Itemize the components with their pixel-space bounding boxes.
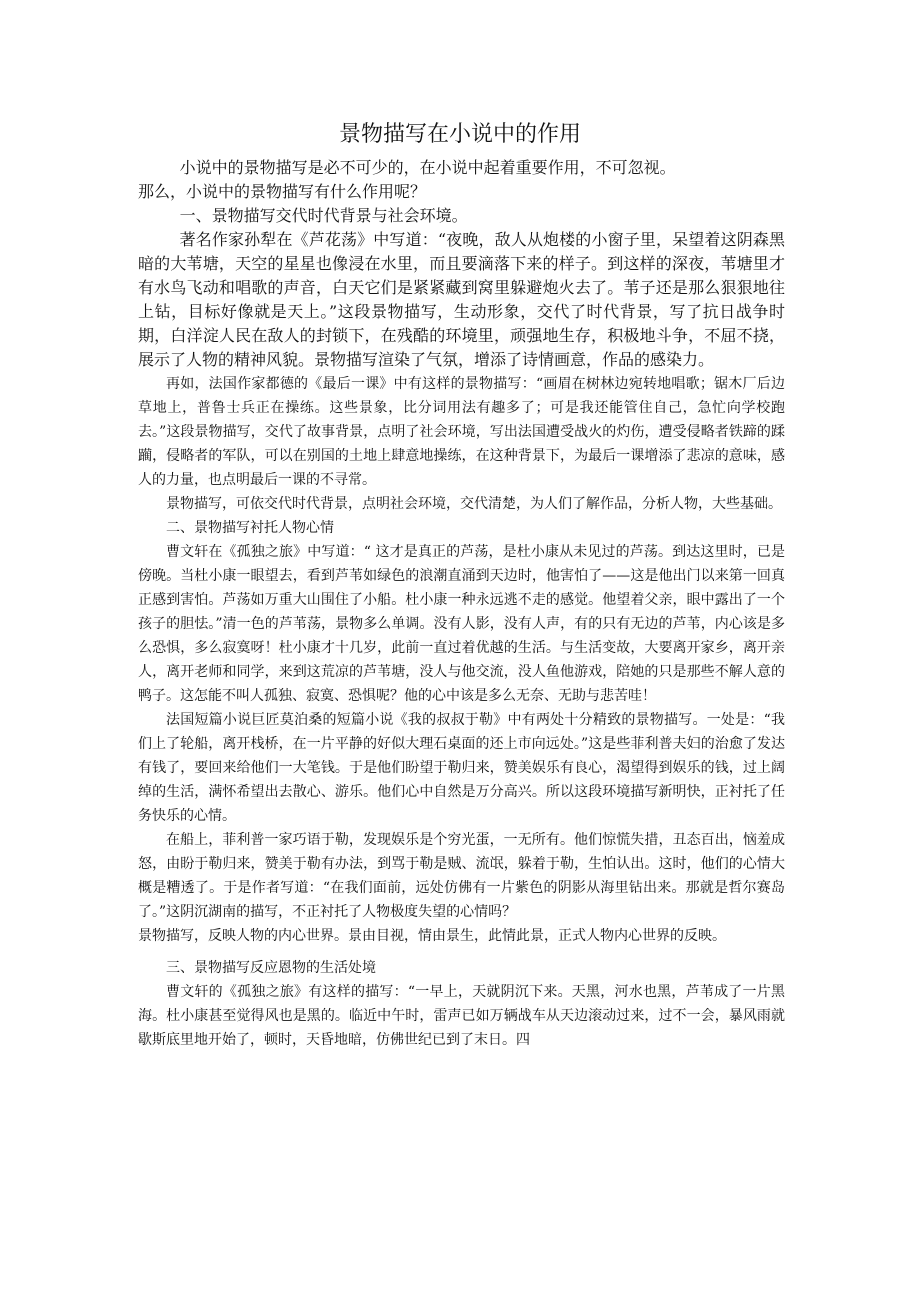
document-title: 景物描写在小说中的作用	[338, 122, 581, 147]
paragraph-storm: 曹文轩的《孤独之旅》有这样的描写：“一早上，天就阴沉下来。天黑，河水也黑，芦苇成了一片黑海。杜小康甚至觉得风也是黑的。临近中午时，雷声已如万辆战车从天边滚动过来，过不一会，暴风雨就歇斯底里地开始了，顿时，天昏地暗，仿佛世纪已到了末日。四	[138, 984, 785, 1048]
paragraph-uncle-jules-1: 法国短篇小说巨匠莫泊桑的短篇小说《我的叔叔于勒》中有两处十分精致的景物描写。一处是：“我们上了轮船，离开栈桥，在一片平静的好似大理石桌面的还上市向远处。”这是些菲利普夫妇的治愈了发达有钱了，要回来给他们一大笔钱。于是他们盼望于勒归来，赞美娱乐有良心，渴望得到娱乐的钱，过上阔绰的生活，满怀希望出去散心、游乐。他们心中自然是万分高兴。所以这段环境描写新明快，正衬托了任务快乐的心情。	[138, 712, 785, 824]
paragraph-last-lesson: 再如，法国作家都德的《最后一课》中有这样的景物描写：“画眉在树林边宛转地唱歌；锯木厂后边草地上，普鲁士兵正在操练。这些景象，比分词用法有趣多了；可是我还能管住自己，急忙向学校跑去。”这段景物描写，交代了故事背景，点明了社会环境，写出法国遭受战火的灼伤，遭受侵略者铁蹄的蹂躏，侵略者的军队，可以在别国的土地上肆意地操练，在这种背景下，为最后一课增添了悲凉的意味，感人的力量，也点明最后一课的不寻常。	[138, 376, 785, 488]
section-gap	[138, 948, 785, 956]
section-heading-1: 一、景物描写交代时代背景与社会环境。	[179, 206, 468, 225]
intro-paragraph: 小说中的景物描写是必不可少的，在小说中起着重要作用，不可忽视。	[179, 158, 676, 177]
paragraph-summary-2: 景物描写，反映人物的内心世界。景由目视，情由景生，此情此景，正式人物内心世界的反映。	[138, 928, 726, 944]
section-heading-3: 三、景物描写反应恩物的生活处境	[166, 960, 376, 976]
paragraph-summary-1: 景物描写，可依交代时代背景，点明社会环境，交代清楚，为人们了解作品，分析人物，大些基础。	[166, 496, 782, 512]
document-body	[138, 156, 785, 1052]
paragraph-lonely-journey: 曹文轩在《孤独之旅》中写道：“ 这才是真正的芦荡，是杜小康从未见过的芦荡。到达这里时，已是傍晚。当杜小康一眼望去，看到芦苇如绿色的浪潮直涌到天边时，他害怕了——这是他出门以来第一回真正感到害怕。芦荡如万重大山围住了小船。杜小康一种永远逃不走的感觉。他望着父亲，眼中露出了一个孩子的胆怯。”清一色的芦苇荡，景物多么单调。没有人影，没有人声，有的只有无边的芦苇，内心该是多么恐惧，多么寂寞呀！杜小康才十几岁，此前一直过着优越的生活。与生活变故，大要离开家乡，离开亲人，离开老师和同学，来到这荒凉的芦苇塘，没人与他交流，没人鱼他游戏，陪她的只是那些不解人意的鸭子。这怎能不叫人孤独、寂寞、恐惧呢？他的心中该是多么无奈、无助与悲苦哇！	[138, 544, 785, 704]
intro-question: 那么，小说中的景物描写有什么作用呢？	[138, 182, 427, 201]
paragraph-uncle-jules-2: 在船上，菲利普一家巧语于勒，发现娱乐是个穷光蛋，一无所有。他们惊慌失措，丑态百出，恼羞成怒，由盼于勒归来，赞美于勒有办法，到骂于勒是贼、流氓，躲着于勒，生怕认出。这时，他们的心情大概是糟透了。于是作者写道：“在我们面前，远处仿佛有一片紫色的阴影从海里钻出来。那就是哲尔赛岛了。”这阴沉湖南的描写，不正衬托了人物极度失望的心情吗？	[138, 832, 785, 920]
paragraph-luhuadang: 著名作家孙犁在《芦花荡》中写道：“夜晚，敌人从炮楼的小窗子里，呆望着这阴森黑暗的大苇塘，天空的星星也像浸在水里，而且要滴落下来的样子。到这样的深夜，苇塘里才有水鸟飞动和唱歌的声音，白天它们是紧紧藏到窝里躲避炮火去了。苇子还是那么狠狠地往上钻，目标好像就是天上。”这段景物描写，生动形象，交代了时代背景，写了抗日战争时期，白洋淀人民在敌人的封锁下，在残酷的环境里，顽强地生存，积极地斗争，不屈不挠，展示了人物的精神风貌。景物描写渲染了气氛，增添了诗情画意，作品的感染力。	[138, 230, 785, 369]
section-heading-2: 二、景物描写衬托人物心情	[166, 520, 334, 536]
